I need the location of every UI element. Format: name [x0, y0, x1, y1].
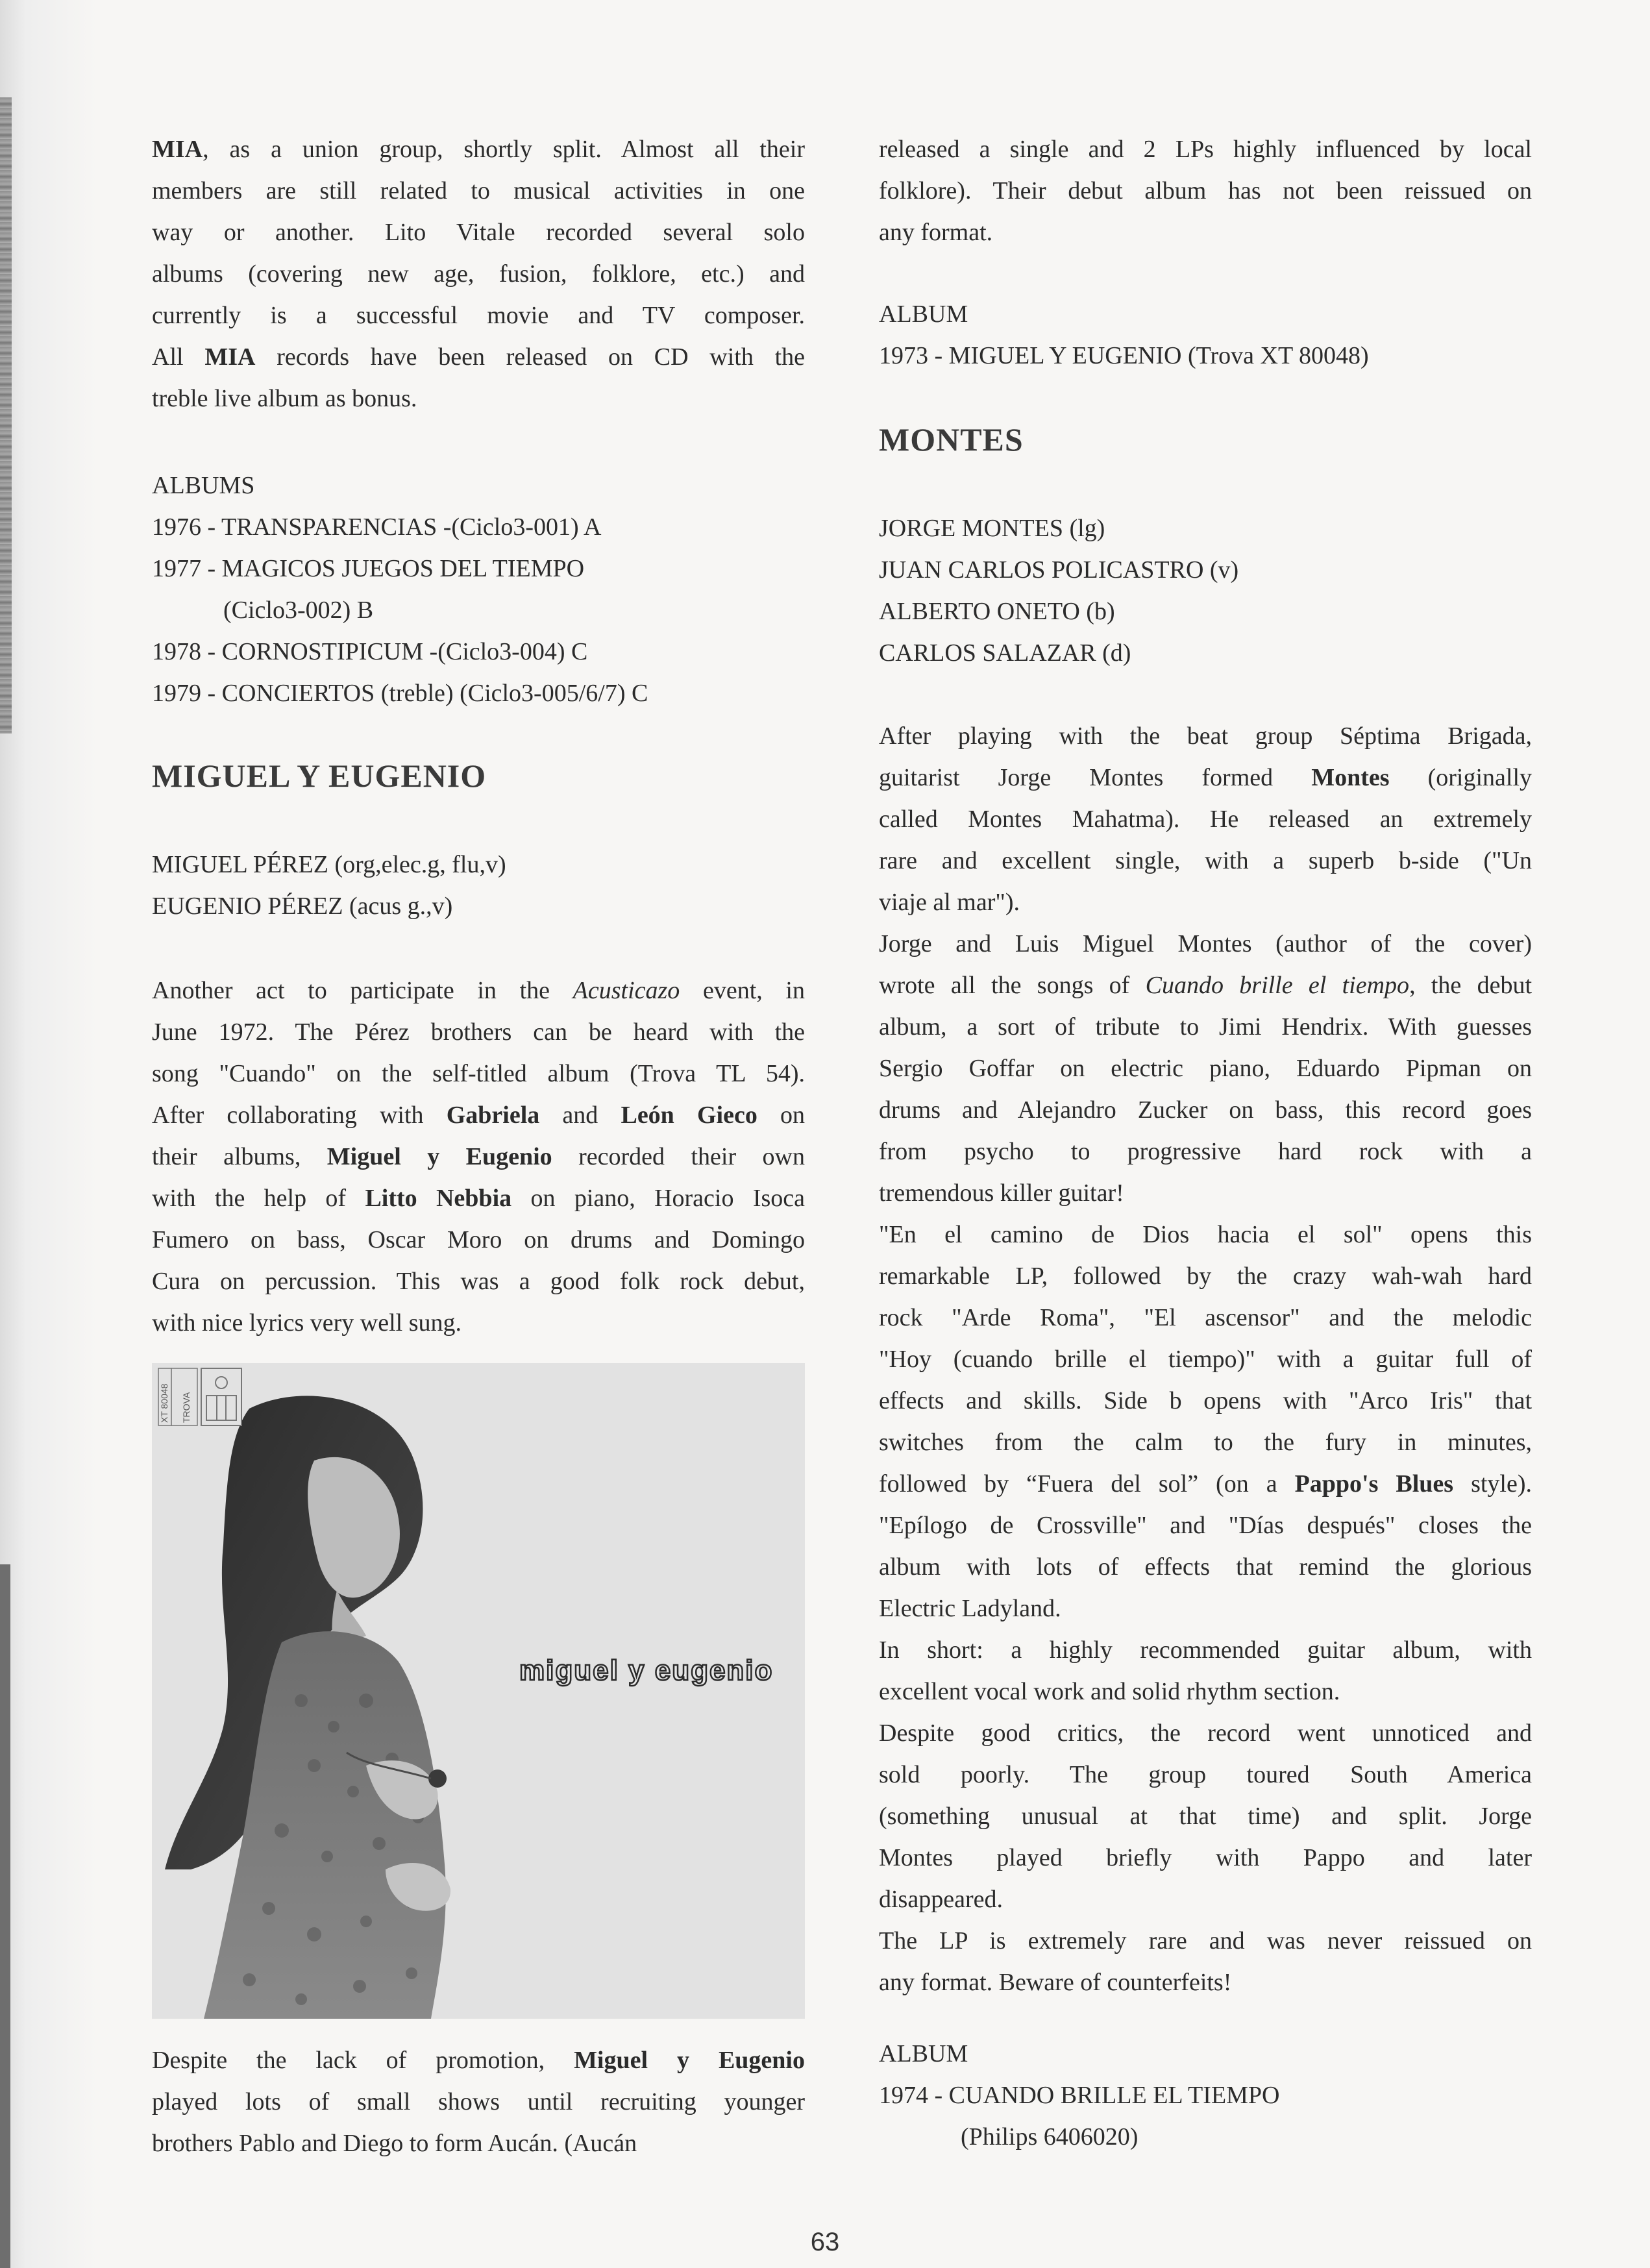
- text-run: After playing with the beat group Séptima Brigada,: [879, 722, 1532, 750]
- text-line: [879, 1255, 1532, 1297]
- spine-edge-dark: [0, 1564, 10, 2268]
- text-run: Fumero on bass, Oscar Moro on drums and Domingo: [152, 1226, 805, 1253]
- text-line: [152, 129, 805, 170]
- text-line: [152, 2081, 805, 2123]
- text-line: [879, 1837, 1532, 1879]
- text-run: any format. Beware of counterfeits!: [879, 1969, 1232, 1996]
- album-list: [152, 506, 805, 714]
- album-heading: ALBUM: [879, 301, 968, 328]
- album-heading: ALBUM: [879, 2040, 968, 2067]
- text-run: called Montes Mahatma). He released an extremely: [879, 806, 1532, 833]
- text-run: event, in: [680, 977, 805, 1004]
- text-run: tremendous killer guitar!: [879, 1179, 1124, 1207]
- text-run: Cura on percussion. This was a good folk rock debut,: [152, 1268, 805, 1295]
- bold-text: MIA: [204, 343, 256, 371]
- text-run: , as a union group, shortly split. Almost all their: [203, 136, 805, 163]
- member-entry: ALBERTO ONETO (b): [879, 598, 1115, 625]
- cover-illustration: [152, 1363, 805, 2019]
- text-run: Sergio Goffar on electric piano, Eduardo Pipman on: [879, 1055, 1532, 1082]
- text-run: , the debut: [1409, 972, 1533, 999]
- text-run: remarkable LP, followed by the crazy wah-wah hard: [879, 1263, 1532, 1290]
- text-run: their albums,: [152, 1143, 327, 1170]
- album-cover-image: [152, 1363, 805, 2019]
- cover-label-name: TROVA: [181, 1392, 191, 1423]
- italic-text: Cuando brille el tiempo: [1145, 972, 1410, 999]
- text-line: [152, 2123, 805, 2164]
- text-line: [879, 1089, 1532, 1131]
- text-line: [879, 965, 1532, 1006]
- page-gutter-shadow: [0, 0, 97, 2268]
- text-run: from psycho to progressive hard rock with a: [879, 1138, 1532, 1165]
- text-run: album with lots of effects that remind the glorious: [879, 1553, 1532, 1581]
- member-entry: CARLOS SALAZAR (d): [879, 639, 1131, 667]
- album-entry: 1976 - TRANSPARENCIAS -(Ciclo3-001) A: [152, 513, 602, 541]
- text-run: sold poorly. The group toured South America: [879, 1761, 1532, 1788]
- text-run: June 1972. The Pérez brothers can be heard with the: [152, 1018, 805, 1046]
- text-line: [879, 1463, 1532, 1505]
- text-line: [879, 1172, 1532, 1214]
- text-run: album, a sort of tribute to Jimi Hendrix. With guesses: [879, 1013, 1532, 1041]
- text-run: style).: [1453, 1470, 1532, 1498]
- text-line: [152, 1219, 805, 1261]
- member-entry: JUAN CARLOS POLICASTRO (v): [879, 556, 1239, 584]
- bold-text: MIA: [152, 136, 203, 163]
- text-run: any format.: [879, 219, 993, 246]
- text-run: Despite good critics, the record went unnoticed and: [879, 1719, 1532, 1747]
- member-list: [152, 844, 805, 927]
- text-line: [879, 212, 1532, 253]
- text-run: In short: a highly recommended guitar album, with: [879, 1636, 1532, 1664]
- text-line: [152, 253, 805, 295]
- text-run: (something unusual at that time) and split. Jorge: [879, 1803, 1532, 1830]
- section-title-montes: MONTES: [879, 421, 1024, 458]
- text-line: [879, 1214, 1532, 1255]
- text-line: [879, 715, 1532, 757]
- album-entry-catalog: (Philips 6406020): [961, 2123, 1139, 2151]
- text-run: currently is a successful movie and TV composer.: [152, 302, 805, 329]
- bold-text: León Gieco: [621, 1102, 757, 1129]
- text-run: treble live album as bonus.: [152, 385, 417, 412]
- text-line: [152, 970, 805, 1011]
- text-line: [879, 1962, 1532, 2003]
- member-entry: MIGUEL PÉREZ (org,elec.g, flu,v): [152, 851, 506, 878]
- text-line: [879, 1006, 1532, 1048]
- text-run: brothers Pablo and Diego to form Aucán. (Aucán: [152, 2130, 637, 2157]
- text-run: The LP is extremely rare and was never reissued on: [879, 1927, 1532, 1954]
- text-run: Despite the lack of promotion,: [152, 2047, 574, 2074]
- text-run: All: [152, 343, 205, 371]
- italic-text: Acusticazo: [573, 977, 680, 1004]
- text-line: [879, 1505, 1532, 1546]
- text-run: Jorge and Luis Miguel Montes (author of the cover): [879, 930, 1532, 957]
- text-line: [152, 295, 805, 336]
- album-entry: 1974 - CUANDO BRILLE EL TIEMPO: [879, 2082, 1280, 2109]
- text-line: [879, 881, 1532, 923]
- text-line: [879, 1546, 1532, 1588]
- text-line: [152, 1011, 805, 1053]
- text-line: [879, 798, 1532, 840]
- text-line: [152, 1053, 805, 1094]
- text-run: wrote all the songs of: [879, 972, 1146, 999]
- text-line: [879, 1048, 1532, 1089]
- text-line: [152, 1302, 805, 1344]
- bold-text: Montes: [1311, 764, 1390, 791]
- mia-albums: [152, 465, 805, 714]
- miguel-y-eugenio-album: [879, 293, 1532, 376]
- text-line: [879, 1338, 1532, 1380]
- cover-title: miguel y eugenio: [519, 1655, 774, 1686]
- text-run: followed by “Fuera del sol” (on a: [879, 1470, 1295, 1498]
- text-run: Montes played briefly with Pappo and later: [879, 1844, 1532, 1871]
- text-run: Another act to participate in the: [152, 977, 573, 1004]
- miguel-y-eugenio-paragraph: [152, 970, 805, 1344]
- member-entry: EUGENIO PÉREZ (acus g.,v): [152, 893, 453, 920]
- text-run: "En el camino de Dios hacia el sol" opens this: [879, 1221, 1532, 1248]
- text-line: [152, 1094, 805, 1136]
- montes-album: [879, 2033, 1532, 2158]
- text-line: [879, 1588, 1532, 1629]
- text-line: [879, 1380, 1532, 1422]
- text-line: [879, 1712, 1532, 1754]
- text-run: switches from the calm to the fury in minutes,: [879, 1429, 1532, 1456]
- bold-text: Litto Nebbia: [365, 1185, 512, 1212]
- text-line: [879, 1131, 1532, 1172]
- text-run: song "Cuando" on the self-titled album (Trova TL 54).: [152, 1060, 805, 1087]
- text-run: with nice lyrics very well sung.: [152, 1309, 462, 1337]
- text-run: records have been released on CD with the: [255, 343, 806, 371]
- cover-catalog-number: XT 80048: [159, 1383, 169, 1423]
- text-run: "Hoy (cuando brille el tiempo)" with a guitar full of: [879, 1346, 1532, 1373]
- text-line: [879, 1629, 1532, 1671]
- text-run: members are still related to musical activities in one: [152, 177, 805, 204]
- album-entry: (Ciclo3-002) B: [223, 597, 374, 624]
- album-entry: 1979 - CONCIERTOS (treble) (Ciclo3-005/6/7) C: [152, 680, 648, 707]
- text-run: (originally: [1389, 764, 1532, 791]
- text-line: [879, 1671, 1532, 1712]
- text-run: on: [757, 1102, 805, 1129]
- text-run: "Epílogo de Crossville" and "Días después" closes the: [879, 1512, 1532, 1539]
- text-run: excellent vocal work and solid rhythm section.: [879, 1678, 1340, 1705]
- text-line: [879, 923, 1532, 965]
- text-line: [879, 1920, 1532, 1962]
- text-run: way or another. Lito Vitale recorded several solo: [152, 219, 805, 246]
- text-run: disappeared.: [879, 1886, 1003, 1913]
- text-run: rock "Arde Roma", "El ascensor" and the melodic: [879, 1304, 1532, 1331]
- page-number: 63: [810, 2228, 840, 2256]
- member-entry: JORGE MONTES (lg): [879, 515, 1105, 542]
- bold-text: Miguel y Eugenio: [574, 2047, 805, 2074]
- text-line: [879, 757, 1532, 798]
- text-line: [152, 336, 805, 378]
- text-run: on piano, Horacio Isoca: [511, 1185, 805, 1212]
- mia-paragraph: [152, 129, 805, 419]
- text-run: After collaborating with: [152, 1102, 447, 1129]
- aucan-continuation-paragraph: [879, 129, 1532, 253]
- text-run: and: [539, 1102, 621, 1129]
- album-entry: 1978 - CORNOSTIPICUM -(Ciclo3-004) C: [152, 638, 588, 665]
- text-run: recorded their own: [552, 1143, 805, 1170]
- text-line: [879, 129, 1532, 170]
- text-run: released a single and 2 LPs highly influenced by local: [879, 136, 1532, 163]
- montes-paragraph: [879, 715, 1532, 2003]
- text-line: [879, 1754, 1532, 1795]
- spine-edge-texture: [0, 97, 12, 733]
- album-entry: 1977 - MAGICOS JUEGOS DEL TIEMPO: [152, 555, 585, 582]
- text-line: [879, 1795, 1532, 1837]
- text-line: [152, 212, 805, 253]
- text-run: viaje al mar").: [879, 889, 1020, 916]
- text-line: [152, 2040, 805, 2081]
- text-run: rare and excellent single, with a superb b-side ("Un: [879, 847, 1532, 874]
- section-title-miguel-y-eugenio: MIGUEL Y EUGENIO: [152, 758, 487, 794]
- bold-text: Gabriela: [446, 1102, 540, 1129]
- member-list: [879, 508, 1532, 674]
- text-run: guitarist Jorge Montes formed: [879, 764, 1312, 791]
- text-run: drums and Alejandro Zucker on bass, this record goes: [879, 1096, 1532, 1124]
- aucan-paragraph: [152, 2040, 805, 2164]
- text-run: played lots of small shows until recruiting younger: [152, 2088, 805, 2115]
- text-line: [879, 1297, 1532, 1338]
- text-run: folklore). Their debut album has not been reissued on: [879, 177, 1532, 204]
- bold-text: Pappo's Blues: [1294, 1470, 1454, 1498]
- bold-text: Miguel y Eugenio: [326, 1143, 552, 1170]
- text-run: with the help of: [152, 1185, 365, 1212]
- text-run: Electric Ladyland.: [879, 1595, 1061, 1622]
- text-line: [152, 1177, 805, 1219]
- text-line: [152, 170, 805, 212]
- text-line: [879, 170, 1532, 212]
- text-run: albums (covering new age, fusion, folklore, etc.) and: [152, 260, 805, 288]
- text-line: [152, 1136, 805, 1177]
- albums-heading: ALBUMS: [152, 472, 255, 499]
- text-run: effects and skills. Side b opens with "Arco Iris" that: [879, 1387, 1532, 1414]
- text-line: [879, 840, 1532, 881]
- text-line: [879, 1422, 1532, 1463]
- album-entry: 1973 - MIGUEL Y EUGENIO (Trova XT 80048): [879, 342, 1369, 369]
- text-line: [152, 1261, 805, 1302]
- text-line: [879, 1879, 1532, 1920]
- text-line: [152, 378, 805, 419]
